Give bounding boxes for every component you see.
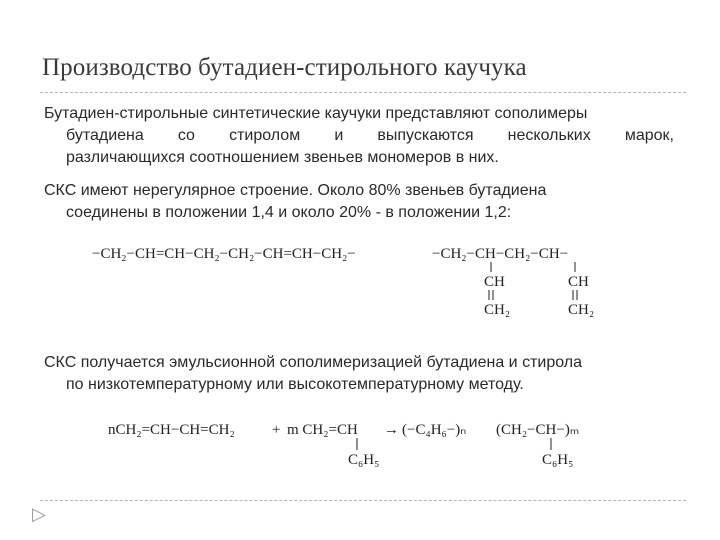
formula-chain-1-2: −CH₂−CH−CH₂−CH− xyxy=(432,246,569,262)
branch-ch: CH xyxy=(484,274,505,290)
branch-ch2: CH₂ xyxy=(484,302,511,318)
text-line: СКС имеют нерегулярное строение. Около 80% звеньев бутадиена xyxy=(44,182,547,199)
text-line: бутадиена со стиролом и выпускаются нескольких марок, xyxy=(66,127,674,144)
product-styrene-unit: (CH₂−CH−)ₘ xyxy=(496,422,580,438)
triangle-right-icon: ▷ xyxy=(32,504,46,524)
text-line: по низкотемпературному или высокотемпературному методу. xyxy=(66,376,524,393)
reaction-arrow: → xyxy=(384,422,399,438)
text-line: различающихся соотношением звеньев мономеров в них. xyxy=(66,149,499,166)
formula-chain-1-4: −CH₂−CH=CH−CH₂−CH₂−CH=CH−CH₂− xyxy=(92,246,356,262)
phenyl-substituent: C₆H₅ xyxy=(348,452,380,468)
footer-divider xyxy=(40,500,686,501)
product-butadiene-unit: (−C₄H₆−)ₙ xyxy=(402,422,467,438)
branch-ch: CH xyxy=(568,274,589,290)
text-line: СКС получается эмульсионной сополимеризацией бутадиена и стирола xyxy=(44,354,583,371)
plus-sign: + xyxy=(272,422,281,438)
reactant-styrene: m CH₂=CH xyxy=(287,422,358,438)
phenyl-substituent: C₆H₅ xyxy=(542,452,574,468)
reactant-butadiene: nCH₂=CH−CH=CH₂ xyxy=(108,422,235,438)
text-line: Бутадиен-стирольные синтетические каучуки представляют сополимеры xyxy=(44,105,588,122)
branch-ch2: CH₂ xyxy=(568,302,595,318)
text-line: соединены в положении 1,4 и около 20% - в положении 1,2: xyxy=(66,204,512,221)
slide-title: Производство бутадиен-стирольного каучука xyxy=(42,54,527,81)
